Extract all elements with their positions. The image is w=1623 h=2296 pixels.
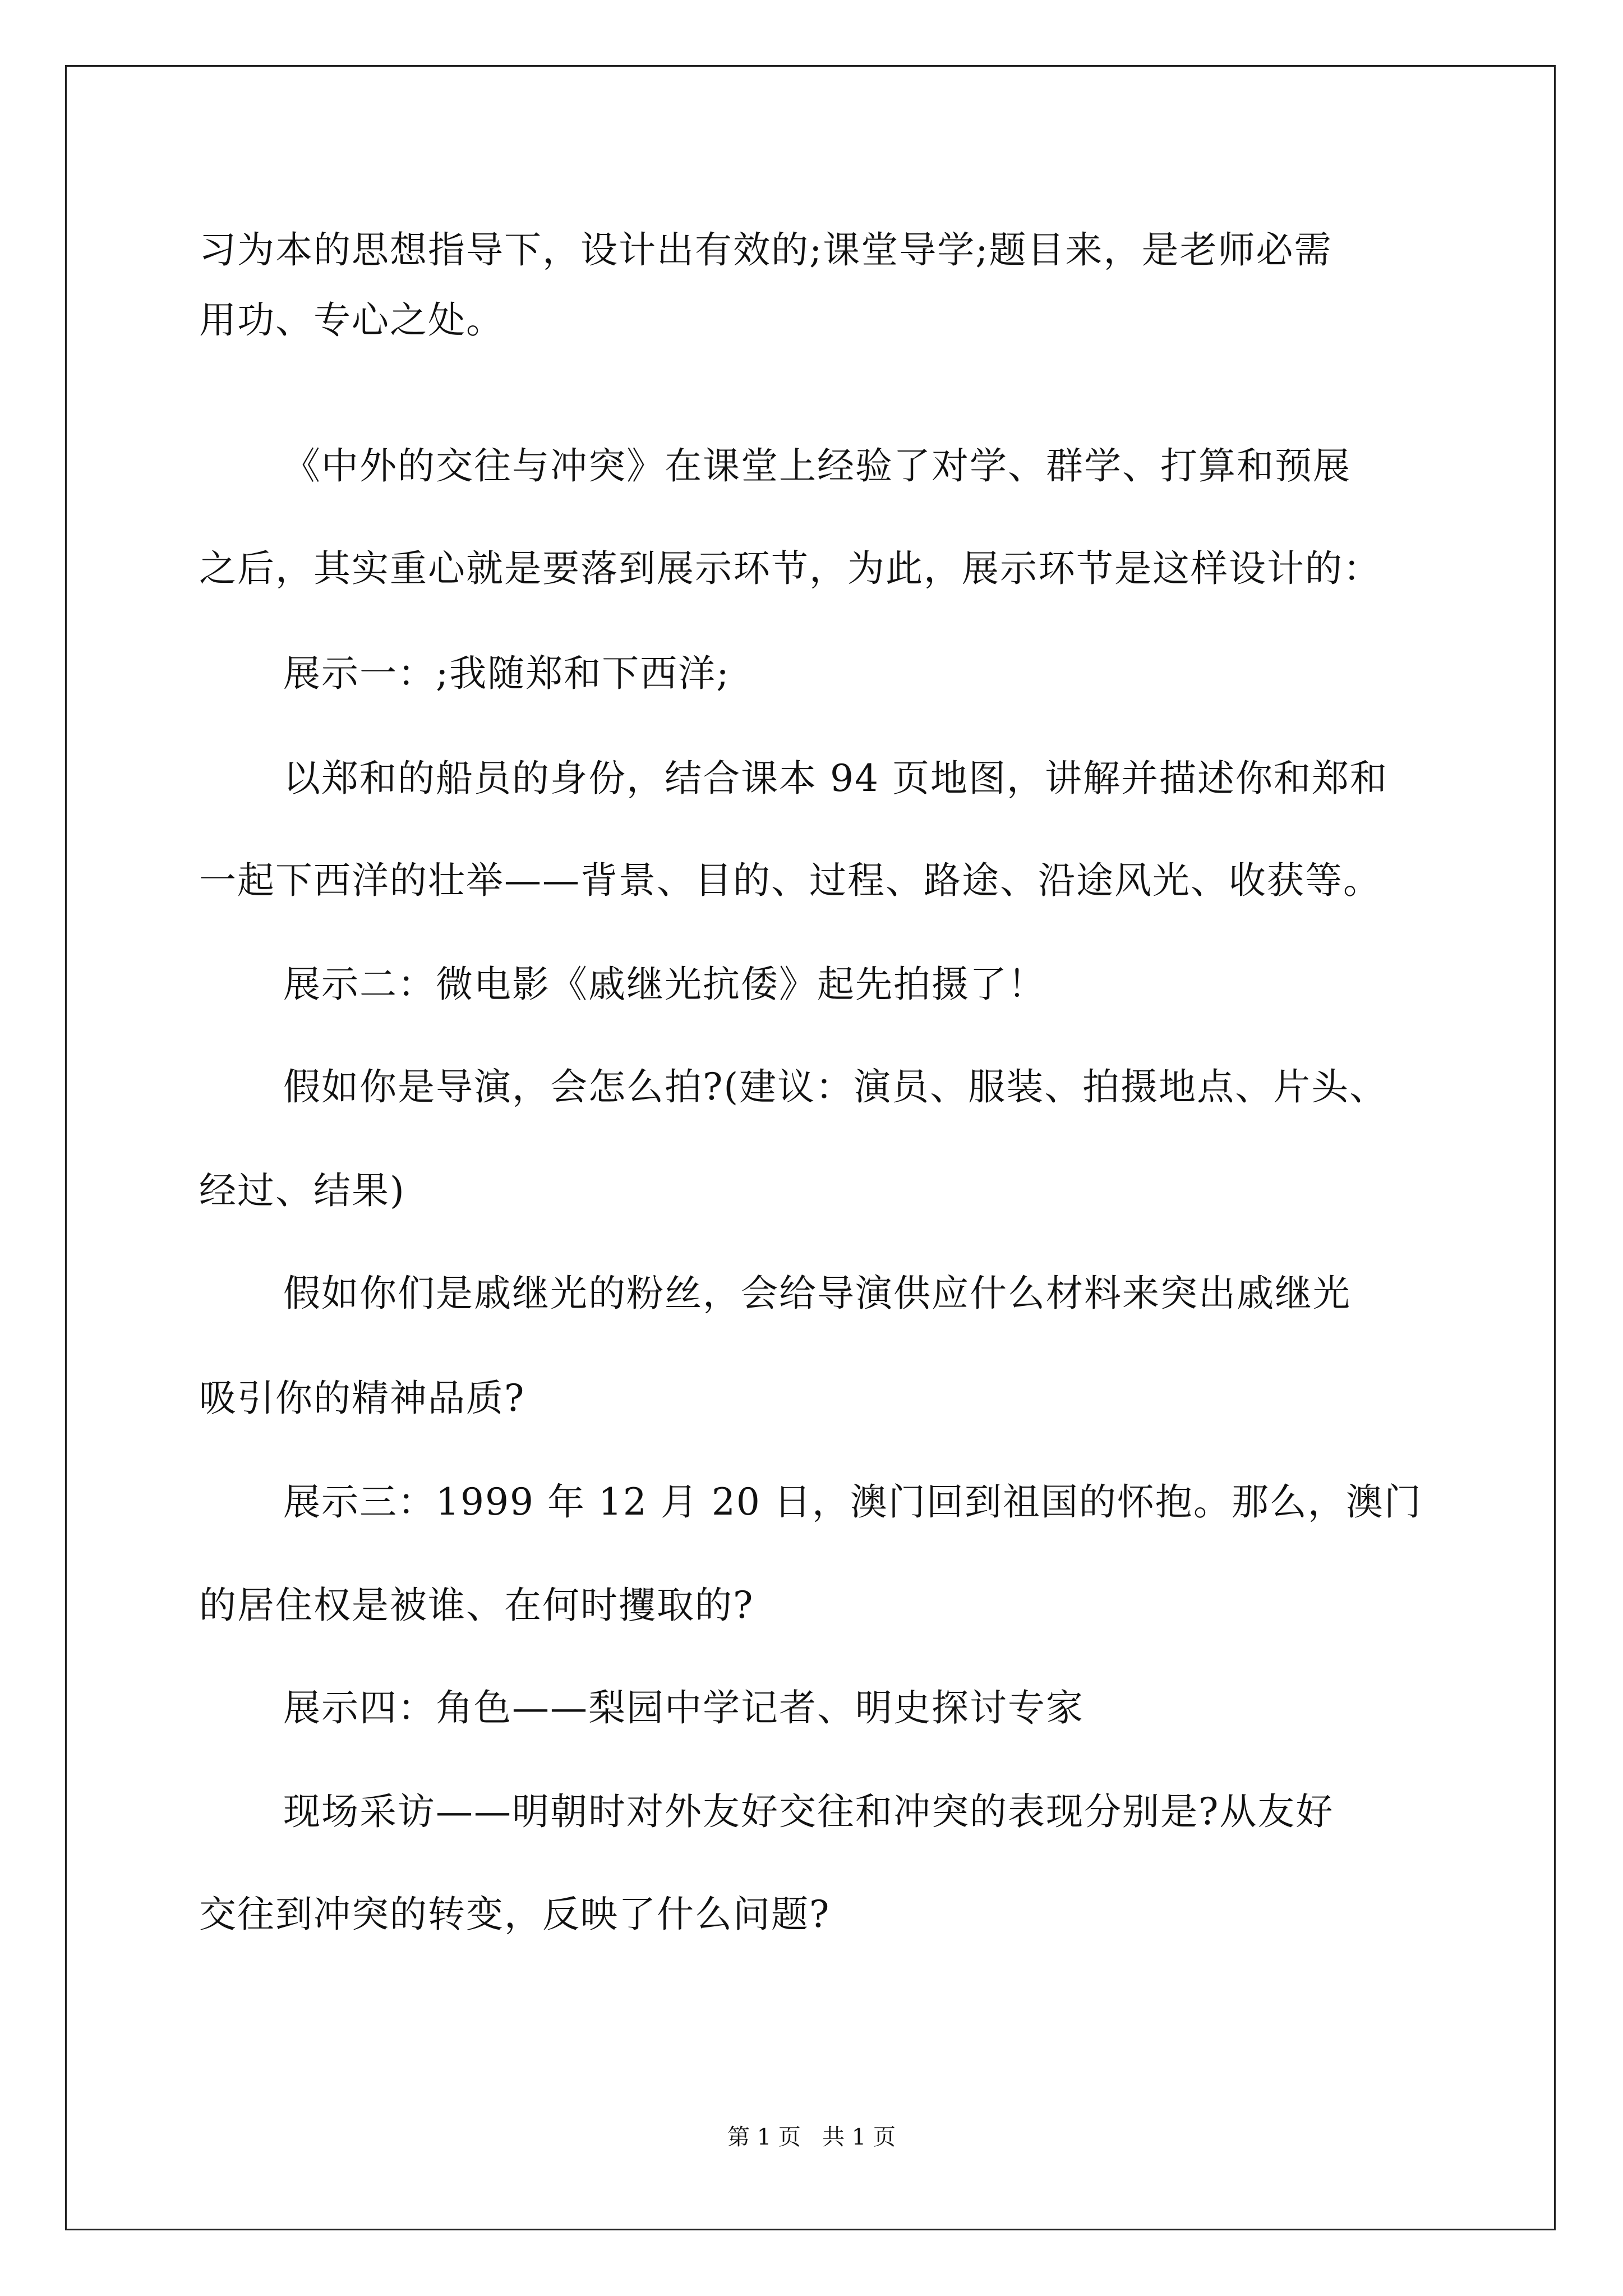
text-line-7: 一起下西洋的壮举——背景、目的、过程、路途、沿途风光、收获等。 (199, 859, 1381, 902)
text-line-8: 展示二：微电影《戚继光抗倭》起先拍摄了！ (283, 963, 1046, 1006)
text-line-5: 展示一：;我随郑和下西洋; (283, 652, 730, 695)
text-line-15: 展示四：角色——梨园中学记者、明史探讨专家 (283, 1686, 1084, 1729)
text-line-4: 之后，其实重心就是要落到展示环节，为此，展示环节是这样设计的： (199, 547, 1381, 590)
text-line-1: 习为本的思想指导下，设计出有效的;课堂导学;题目来，是老师必需 (199, 228, 1332, 272)
text-line-3: 《中外的交往与冲突》在课堂上经验了对学、群学、打算和预展 (283, 444, 1351, 487)
text-line-17: 交往到冲突的转变，反映了什么问题? (199, 1893, 831, 1936)
text-line-14: 的居住权是被谁、在何时攫取的? (199, 1584, 754, 1627)
text-line-2: 用功、专心之处。 (199, 298, 504, 342)
text-line-10: 经过、结果) (199, 1169, 405, 1212)
text-line-13: 展示三：1999 年 12 月 20 日，澳门回到祖国的怀抱。那么，澳门 (283, 1480, 1422, 1524)
text-line-12: 吸引你的精神品质? (199, 1377, 525, 1420)
text-line-16: 现场采访——明朝时对外友好交往和冲突的表现分别是?从友好 (283, 1790, 1334, 1833)
text-line-9: 假如你是导演，会怎么拍?(建议：演员、服装、拍摄地点、片头、 (283, 1065, 1388, 1108)
text-line-6: 以郑和的船员的身份，结合课本 94 页地图，讲解并描述你和郑和 (283, 757, 1388, 800)
text-line-11: 假如你们是戚继光的粉丝，会给导演供应什么材料来突出戚继光 (283, 1272, 1351, 1315)
page-footer: 第 1 页 共 1 页 (727, 2124, 896, 2150)
